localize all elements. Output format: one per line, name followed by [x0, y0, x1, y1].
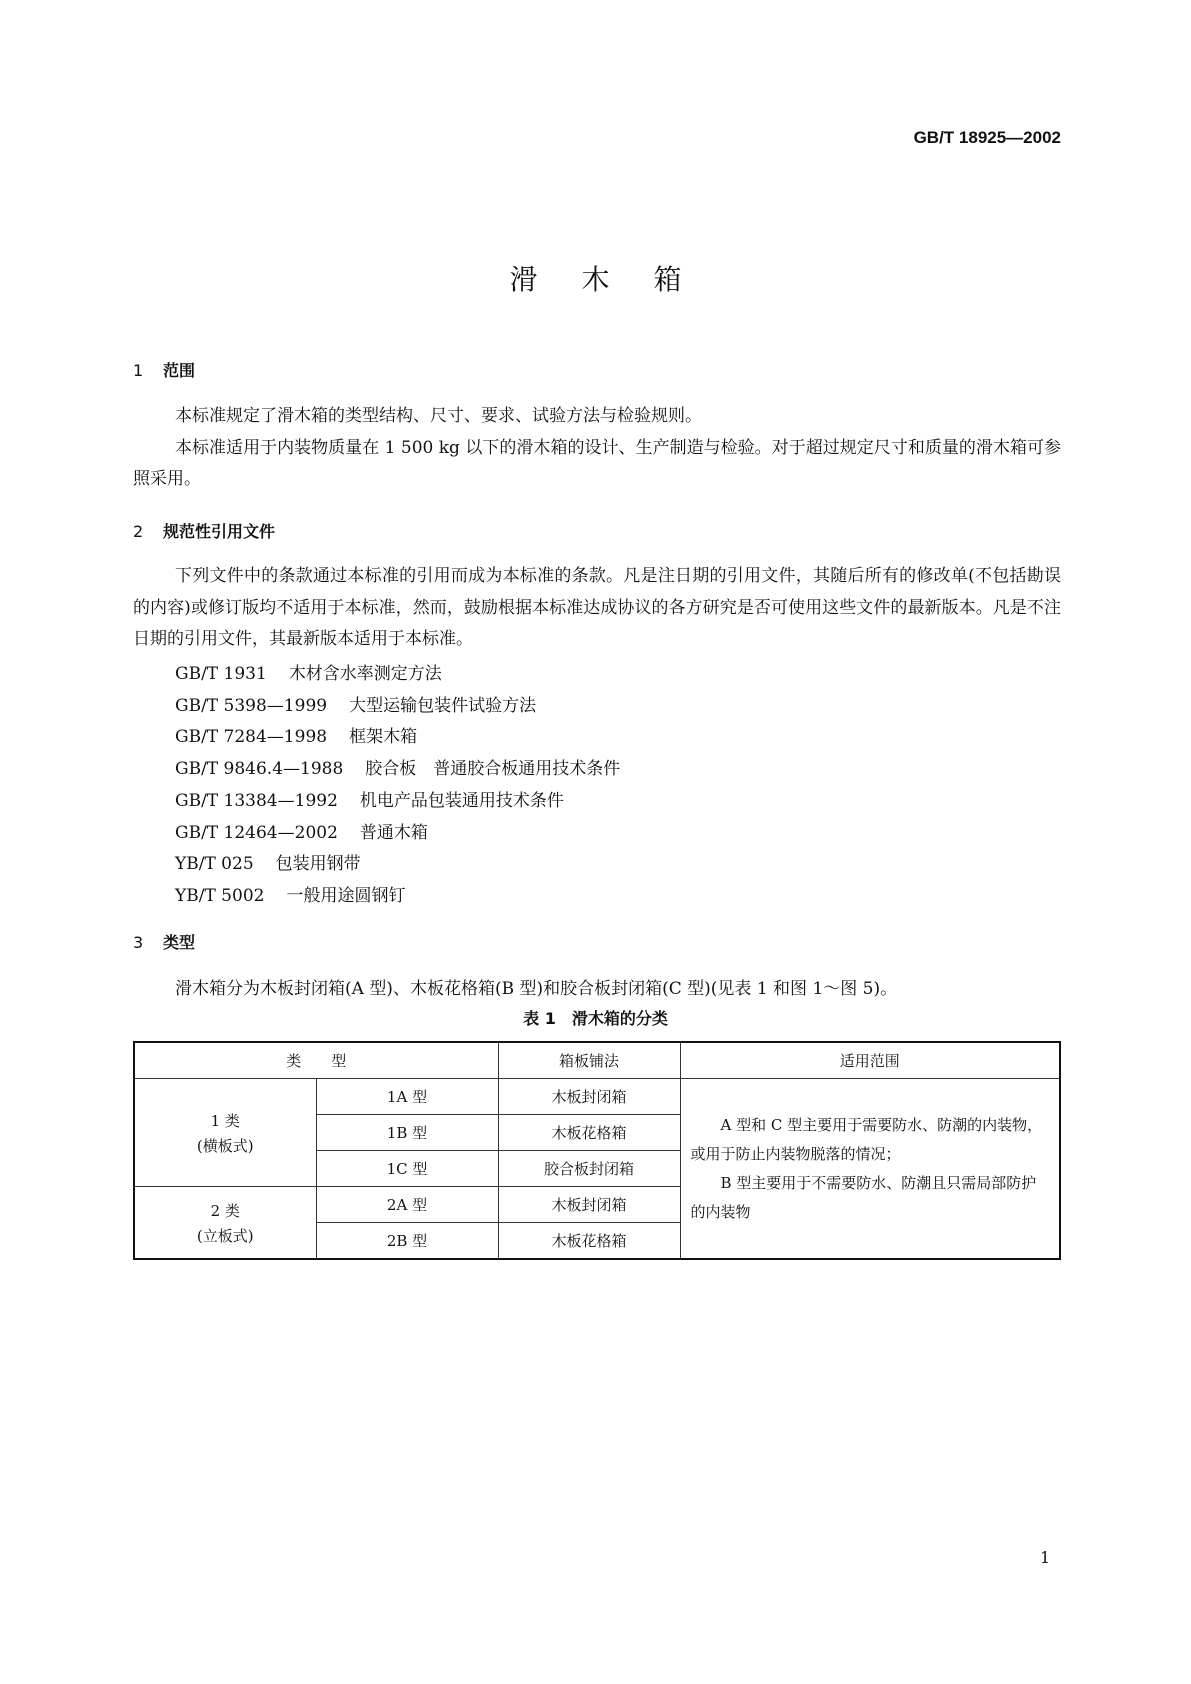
- header-scope: 适用范围: [680, 1042, 1060, 1079]
- reference-code: YB/T 5002: [175, 885, 265, 906]
- scope-text: B 型主要用于不需要防水、防潮且只需局部防护的内装物: [690, 1173, 1037, 1221]
- reference-item: [175, 659, 442, 684]
- method-cell: 木板封闭箱: [498, 1187, 680, 1223]
- section-2-body: [133, 561, 1061, 656]
- reference-code: GB/T 13384—1992: [175, 790, 338, 811]
- page-number: 1: [1040, 1548, 1051, 1567]
- reference-item: [175, 849, 361, 874]
- scope-cell: [680, 1079, 1060, 1260]
- paragraph: 下列文件中的条款通过本标准的引用而成为本标准的条款。凡是注日期的引用文件，其随后所有的修改单(不包括勘误的内容)或修订版均不适用于本标准，然而，鼓励根据本标准达成协议的各方研究是否可使用这些文件的最新版本。凡是不注日期的引用文件，其最新版本适用于本标准。: [133, 566, 1061, 649]
- reference-code: GB/T 7284—1998: [175, 727, 328, 748]
- reference-code: GB/T 1931: [175, 664, 267, 684]
- reference-item: [175, 786, 564, 811]
- document-title: 滑木箱: [509, 263, 726, 296]
- reference-title: 胶合板 普通胶合板通用技术条件: [365, 759, 621, 780]
- class-label: 2 类: [210, 1201, 240, 1220]
- method-cell: 胶合板封闭箱: [498, 1151, 680, 1187]
- reference-item: [175, 754, 620, 779]
- table-caption: 表 1 滑木箱的分类: [523, 1009, 668, 1028]
- reference-code: YB/T 025: [175, 854, 254, 875]
- type-cell: 2A 型: [316, 1187, 498, 1223]
- reference-item: [175, 722, 417, 747]
- section-1-body: [133, 401, 1061, 496]
- method-cell: 木板封闭箱: [498, 1079, 680, 1115]
- classification-table: [133, 1041, 1061, 1260]
- section-title: 类型: [163, 933, 196, 952]
- section-title: 规范性引用文件: [163, 522, 276, 541]
- standard-number: GB/T 18925—2002: [913, 128, 1061, 147]
- paragraph: 本标准适用于内装物质量在 1 500 kg 以下的滑木箱的设计、生产制造与检验。对于超过规定尺寸和质量的滑木箱可参照采用。: [133, 437, 1061, 489]
- paragraph: 滑木箱分为木板封闭箱(A 型)、木板花格箱(B 型)和胶合板封闭箱(C 型)(见表 1 和图 1～图 5)。: [175, 979, 898, 999]
- table-header-row: [134, 1042, 1060, 1079]
- table-row: [134, 1079, 1060, 1115]
- method-cell: 木板花格箱: [498, 1223, 680, 1260]
- type-cell: 1A 型: [316, 1079, 498, 1115]
- reference-title: 框架木箱: [349, 727, 418, 748]
- reference-title: 普通木箱: [359, 822, 428, 843]
- section-2-heading: [133, 519, 275, 542]
- reference-title: 大型运输包装件试验方法: [349, 695, 537, 716]
- section-number: 2: [133, 522, 144, 541]
- class-subtitle: (立板式): [196, 1226, 254, 1245]
- reference-code: GB/T 9846.4—1988: [175, 759, 344, 780]
- type-cell: 2B 型: [316, 1223, 498, 1260]
- type-cell: 1C 型: [316, 1151, 498, 1187]
- section-1-heading: [133, 358, 195, 381]
- class-cell: [134, 1079, 316, 1187]
- class-cell: [134, 1187, 316, 1260]
- reference-title: 木材含水率测定方法: [288, 664, 442, 684]
- reference-title: 一般用途圆钢钉: [286, 885, 406, 906]
- paragraph: 本标准规定了滑木箱的类型结构、尺寸、要求、试验方法与检验规则。: [175, 406, 702, 426]
- reference-item: [175, 818, 428, 843]
- section-number: 3: [133, 933, 144, 952]
- reference-item: [175, 881, 405, 906]
- section-number: 1: [133, 361, 144, 380]
- scope-text: A 型和 C 型主要用于需要防水、防潮的内装物，或用于防止内装物脱落的情况；: [690, 1115, 1043, 1163]
- reference-code: GB/T 12464—2002: [175, 822, 338, 843]
- header-type: 类 型: [134, 1042, 498, 1079]
- reference-title: 机电产品包装通用技术条件: [359, 790, 564, 811]
- method-cell: 木板花格箱: [498, 1115, 680, 1151]
- class-subtitle: (横板式): [196, 1136, 254, 1155]
- section-title: 范围: [163, 361, 196, 380]
- reference-item: [175, 691, 536, 716]
- section-3-body: [133, 974, 1061, 1006]
- class-label: 1 类: [210, 1111, 240, 1130]
- section-3-heading: [133, 930, 195, 953]
- type-cell: 1B 型: [316, 1115, 498, 1151]
- reference-code: GB/T 5398—1999: [175, 695, 328, 716]
- header-method: 箱板铺法: [498, 1042, 680, 1079]
- reference-title: 包装用钢带: [275, 854, 361, 875]
